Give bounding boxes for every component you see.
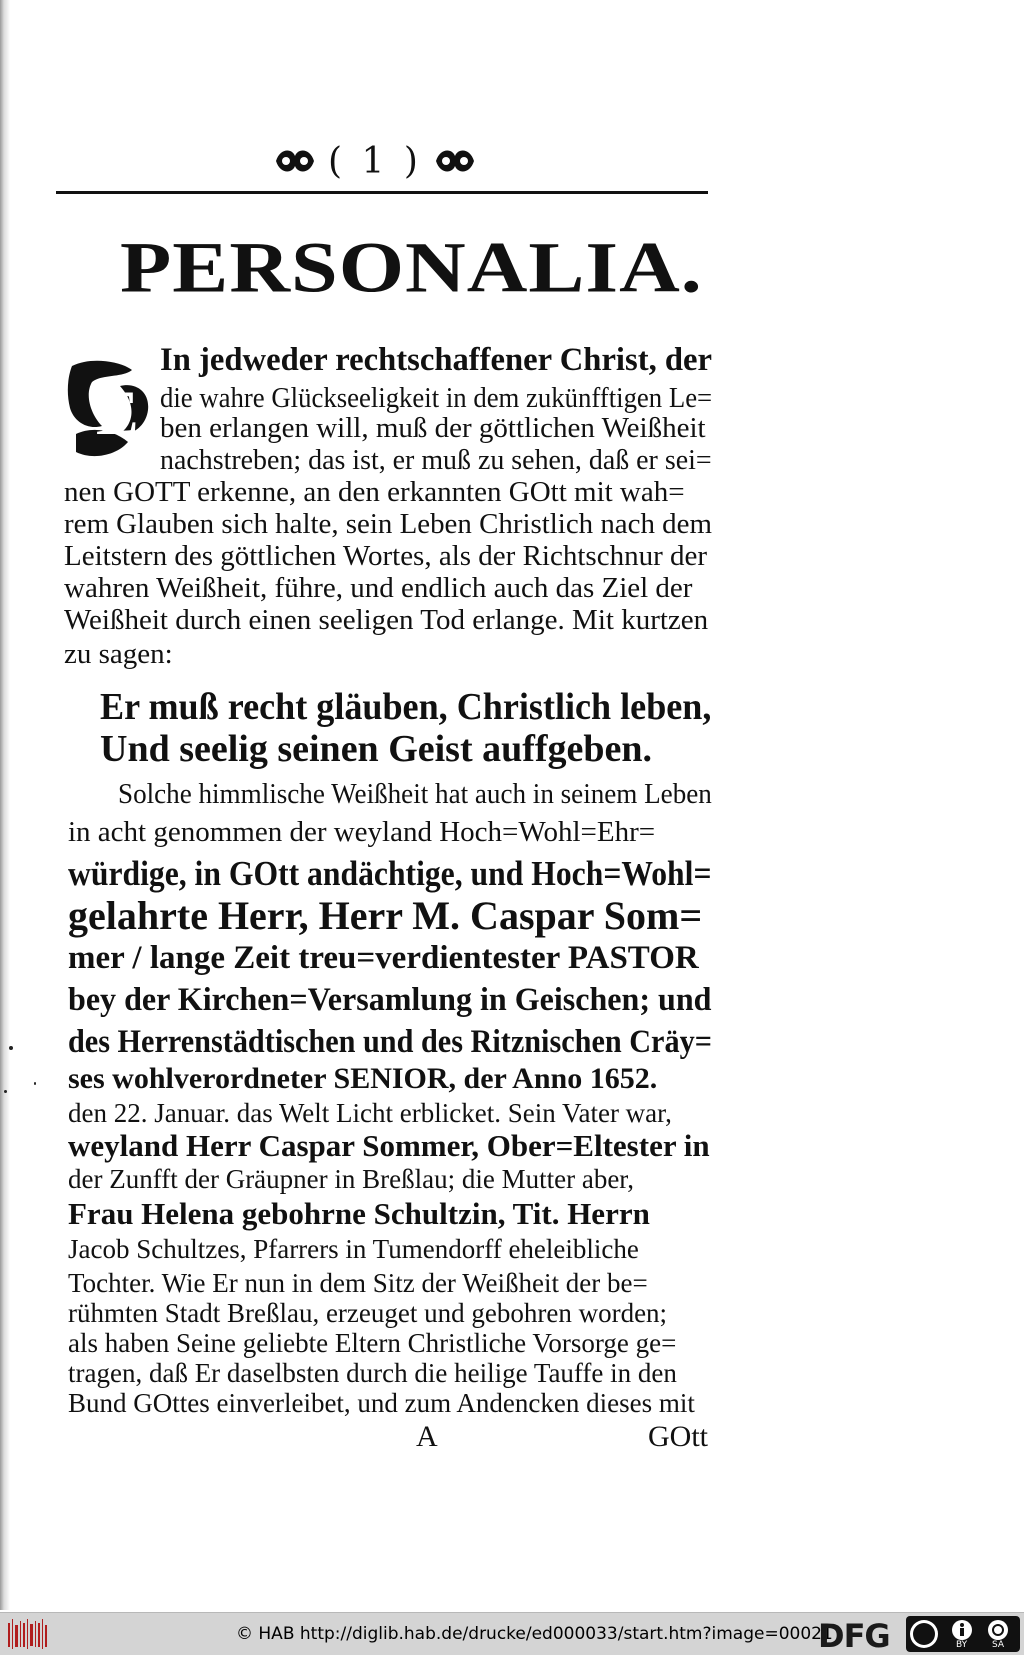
initial-letter: E	[96, 377, 139, 448]
text-line	[64, 574, 692, 603]
text-line-content: bey der Kirchen=Versamlung in Geischen; und	[68, 982, 712, 1018]
text-line-content: weyland Herr Caspar Sommer, Ober=Eltester in	[68, 1128, 710, 1163]
text-line	[68, 1198, 650, 1229]
text-line-content: ben erlangen will, muß der göttlichen Weißheit	[160, 412, 706, 444]
text-line	[68, 1236, 639, 1263]
fleuron-right-icon	[432, 144, 478, 178]
text-line-content: Solche himmlische Weißheit hat auch in seinem Leben	[118, 778, 712, 810]
text-line-content: In jedweder rechtschaffener Christ, der	[160, 342, 713, 378]
text-line	[68, 1100, 672, 1127]
barcode-icon	[8, 1619, 48, 1649]
text-line-content: tragen, daß Er daselbsten durch die heilige Tauffe in den	[68, 1358, 677, 1388]
text-line-content: Weißheit durch einen seeligen Tod erlange. Mit kurtzen	[64, 604, 709, 636]
verse-line	[100, 688, 711, 726]
text-line	[68, 818, 655, 847]
verse-line-content: Er muß recht gläuben, Christlich leben,	[100, 686, 712, 728]
text-line-content: Bund GOttes einverleibet, und zum Andencken dieses mit	[68, 1388, 695, 1418]
text-line	[68, 984, 711, 1017]
text-line-content: als haben Seine geliebte Eltern Christliche Vorsorge ge=	[68, 1328, 677, 1358]
text-line	[68, 1270, 648, 1297]
ink-speck	[34, 1082, 36, 1085]
viewer-footer	[0, 1612, 1024, 1655]
page-edge	[0, 0, 10, 1610]
text-line-content: gelahrte Herr, Herr M. Caspar Som=	[68, 893, 703, 938]
source-link[interactable]: © HAB http://diglib.hab.de/drucke/ed000033/start.htm?image=00021	[236, 1624, 833, 1644]
text-line	[160, 414, 706, 443]
text-line-content: rühmten Stadt Breßlau, erzeuget und gebohren worden;	[68, 1298, 668, 1328]
verse-line	[100, 730, 652, 768]
license-label-sa: SA	[992, 1640, 1005, 1650]
ink-speck	[9, 1046, 13, 1050]
text-line	[68, 1166, 634, 1193]
text-line	[64, 478, 685, 507]
page-title: PERSONALIA.	[120, 227, 703, 308]
text-line-content: wahren Weißheit, führe, und endlich auch das Ziel der	[64, 572, 693, 604]
text-line	[68, 1026, 712, 1059]
text-line-content: zu sagen:	[64, 638, 173, 670]
text-line	[68, 1330, 676, 1357]
text-line-content: Tochter. Wie Er nun in dem Sitz der Weißheit der be=	[68, 1268, 648, 1298]
by-icon	[952, 1620, 972, 1640]
text-line	[68, 893, 703, 938]
text-line	[160, 384, 712, 413]
text-line-content: in acht genommen der weyland Hoch=Wohl=Ehr=	[68, 816, 656, 848]
text-line-content: rem Glauben sich halte, sein Leben Christlich nach dem	[64, 508, 712, 540]
cc-icon	[910, 1620, 938, 1648]
page-number: ( 1 )	[328, 140, 422, 182]
license-badge[interactable]	[906, 1616, 1020, 1652]
text-line-content: des Herrenstädtischen und des Ritznischen Cräy=	[68, 1024, 712, 1060]
text-line	[68, 1390, 695, 1417]
text-line	[68, 942, 699, 975]
text-line	[118, 780, 712, 809]
text-line	[160, 342, 713, 378]
header-rule	[56, 191, 708, 194]
verse-line-content: Und seelig seinen Geist auffgeben.	[100, 728, 653, 770]
dfg-logo: DFG	[818, 1617, 890, 1655]
text-line-content: mer / lange Zeit treu=verdientester PASTOR	[68, 940, 699, 976]
sa-icon	[988, 1620, 1008, 1640]
text-line-content: der Zunfft der Gräupner in Breßlau; die Mutter aber,	[68, 1164, 634, 1194]
catchword: GOtt	[648, 1420, 708, 1453]
text-line	[64, 606, 708, 635]
text-line-content: ses wohlverordneter SENIOR, der Anno 1652.	[68, 1062, 658, 1095]
text-line-content: die wahre Glückseeligkeit in dem zukünfftigen Le=	[160, 382, 713, 414]
text-line-content: den 22. Januar. das Welt Licht erblicket. Sein Vater war,	[68, 1098, 672, 1128]
text-line-content: Leitstern des göttlichen Wortes, als der Richtschnur der	[64, 540, 708, 572]
text-line	[68, 1130, 710, 1161]
text-line-content: würdige, in GOtt andächtige, und Hoch=Wohl=	[68, 854, 712, 893]
fleuron-left-icon	[272, 144, 318, 178]
text-line	[68, 1300, 667, 1327]
license-label-by: BY	[956, 1640, 968, 1650]
signature-mark: A	[416, 1420, 438, 1453]
text-line-content: Jacob Schultzes, Pfarrers in Tumendorff eheleibliche	[68, 1234, 639, 1264]
text-line-content: Frau Helena gebohrne Schultzin, Tit. Herrn	[68, 1196, 650, 1231]
text-line	[68, 1064, 657, 1094]
text-line	[68, 1360, 677, 1387]
text-line	[64, 542, 707, 571]
decorated-initial	[62, 356, 158, 468]
text-line-content: nen GOTT erkenne, an den erkannten GOtt mit wah=	[64, 476, 685, 508]
text-line-content: nachstreben; das ist, er muß zu sehen, daß er sei=	[160, 444, 712, 476]
text-line	[64, 510, 712, 539]
page-number-header	[270, 140, 480, 182]
text-line	[160, 446, 712, 475]
ink-speck	[4, 1090, 7, 1093]
text-line	[64, 640, 173, 669]
text-line	[68, 856, 711, 891]
